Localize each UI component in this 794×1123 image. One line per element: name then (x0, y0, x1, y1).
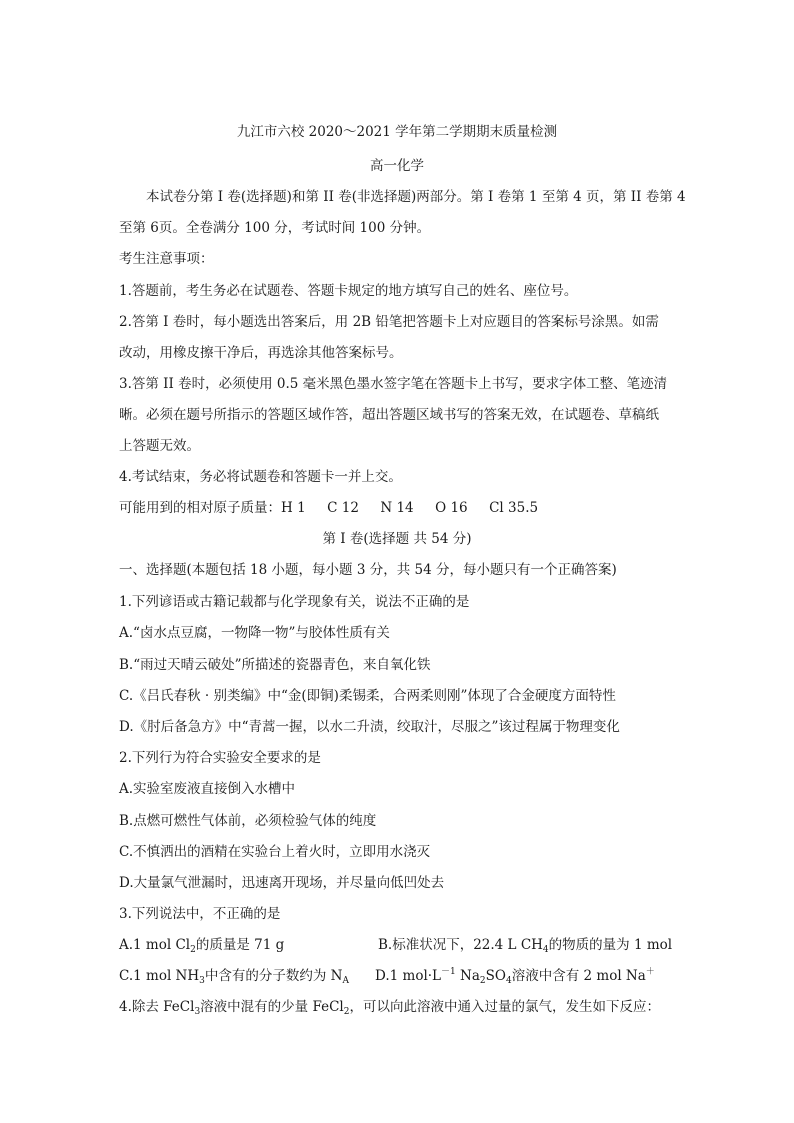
q3-a-sub: 2 (190, 945, 196, 955)
intro-line-2: 至第 6页。全卷满分 100 分，考试时间 100 分钟。 (119, 220, 431, 236)
q3-d-sup: －1 (441, 967, 456, 977)
atomic-masses: 可能用到的相对原子质量：H 1 C 12 N 14 O 16 Cl 35.5 (119, 500, 539, 516)
question-3-option-c (119, 967, 349, 985)
notice-item-3-line-3: 上答题无效。 (119, 438, 200, 454)
question-3-option-a (119, 936, 284, 954)
q4-sub-1: 3 (194, 1007, 201, 1017)
question-3-stem: 3.下列说法中，不正确的是 (119, 906, 281, 922)
intro-line-1: 本试卷分第 I 卷(选择题)和第 II 卷(非选择题)两部分。第 I 卷第 1 至第 4 页，第 II 卷第 4 (146, 189, 686, 205)
q3-c-text: C.1 mol NH (119, 968, 200, 984)
question-1-option-b: B.“雨过天晴云破处”所描述的瓷器青色，来自氧化铁 (119, 657, 431, 673)
q3-d-sup-2: ＋ (645, 967, 655, 977)
exam-subject: 高一化学 (370, 158, 424, 174)
q3-a-text-end: 的质量是 71 g (195, 937, 285, 953)
question-3-option-b (378, 936, 672, 954)
q3-c-text-mid: 中含有的分子数约为 N (204, 968, 343, 984)
notice-item-2-line-1: 2.答第 I 卷时，每小题选出答案后，用 2B 铅笔把答题卡上对应题目的答案标号涂黑。如需 (119, 314, 659, 330)
q4-sub-2: 2 (343, 1007, 350, 1017)
question-1-option-c: C.《吕氏春秋 · 别类编》中“金(即铜)柔锡柔，合两柔则刚”体现了合金硬度方面特性 (119, 688, 616, 704)
q3-b-text-end: 的物质的量为 1 mol (548, 937, 673, 953)
question-1-stem: 1.下列谚语或古籍记载都与化学现象有关，说法不正确的是 (119, 594, 470, 610)
q3-c-sub-a: A (342, 976, 349, 986)
q3-c-sub: 3 (199, 976, 205, 986)
question-2-option-d: D.大量氯气泄漏时，迅速离开现场，并尽量向低凹处去 (119, 875, 445, 891)
section-1-instruction: 一、选择题(本题包括 18 小题，每小题 3 分，共 54 分，每小题只有一个正确答案) (119, 562, 617, 578)
q3-b-sub: 4 (542, 945, 549, 955)
q3-d-sub-2: 4 (505, 976, 512, 986)
section-1-title: 第 I 卷(选择题 共 54 分) (322, 531, 472, 547)
question-4-stem (119, 998, 660, 1016)
q3-d-text-end: 溶液中含有 2 mol Na (511, 968, 646, 984)
notice-heading: 考生注意事项： (119, 251, 214, 267)
q3-d-text: D.1 mol·L (375, 968, 442, 984)
q3-b-text: B.标准状况下，22.4 L CH (378, 937, 543, 953)
question-2-option-b: B.点燃可燃性气体前，必须检验气体的纯度 (119, 813, 377, 829)
question-2-stem: 2.下列行为符合实验安全要求的是 (119, 750, 321, 766)
q3-d-sub-1: 2 (479, 976, 486, 986)
notice-item-4: 4.考试结束，务必将试题卷和答题卡一并上交。 (119, 469, 402, 485)
q4-text-end: ，可以向此溶液中通入过量的氯气，发生如下反应： (349, 999, 660, 1015)
q3-d-text-na: Na (455, 968, 480, 984)
notice-item-3-line-2: 晰。必须在题号所指示的答题区域作答，超出答题区域书写的答案无效，在试题卷、草稿纸 (119, 407, 659, 423)
question-1-option-a: A.“卤水点豆腐，一物降一物”与胶体性质有关 (119, 625, 390, 641)
question-1-option-d: D.《肘后备急方》中“青蒿一握，以水二升渍，绞取汁，尽服之”该过程属于物理变化 (119, 719, 620, 735)
q4-text-mid: 溶液中混有的少量 FeCl (200, 999, 344, 1015)
q3-a-text: A.1 mol Cl (119, 937, 191, 953)
notice-item-2-line-2: 改动，用橡皮擦干净后，再选涂其他答案标号。 (119, 345, 403, 361)
exam-title: 九江市六校 2020～2021 学年第二学期期末质量检测 (236, 124, 558, 140)
notice-item-1: 1.答题前，考生务必在试题卷、答题卡规定的地方填写自己的姓名、座位号。 (119, 283, 578, 299)
q3-d-text-so: SO (485, 968, 506, 984)
q4-text: 4.除去 FeCl (119, 999, 195, 1015)
question-3-option-d (375, 967, 655, 985)
question-2-option-c: C.不慎洒出的酒精在实验台上着火时，立即用水浇灭 (119, 844, 431, 860)
notice-item-3-line-1: 3.答第 II 卷时，必须使用 0.5 毫米黑色墨水签字笔在答题卡上书写，要求字体工整、笔迹清 (119, 376, 668, 392)
question-2-option-a: A.实验室废液直接倒入水槽中 (119, 781, 296, 797)
